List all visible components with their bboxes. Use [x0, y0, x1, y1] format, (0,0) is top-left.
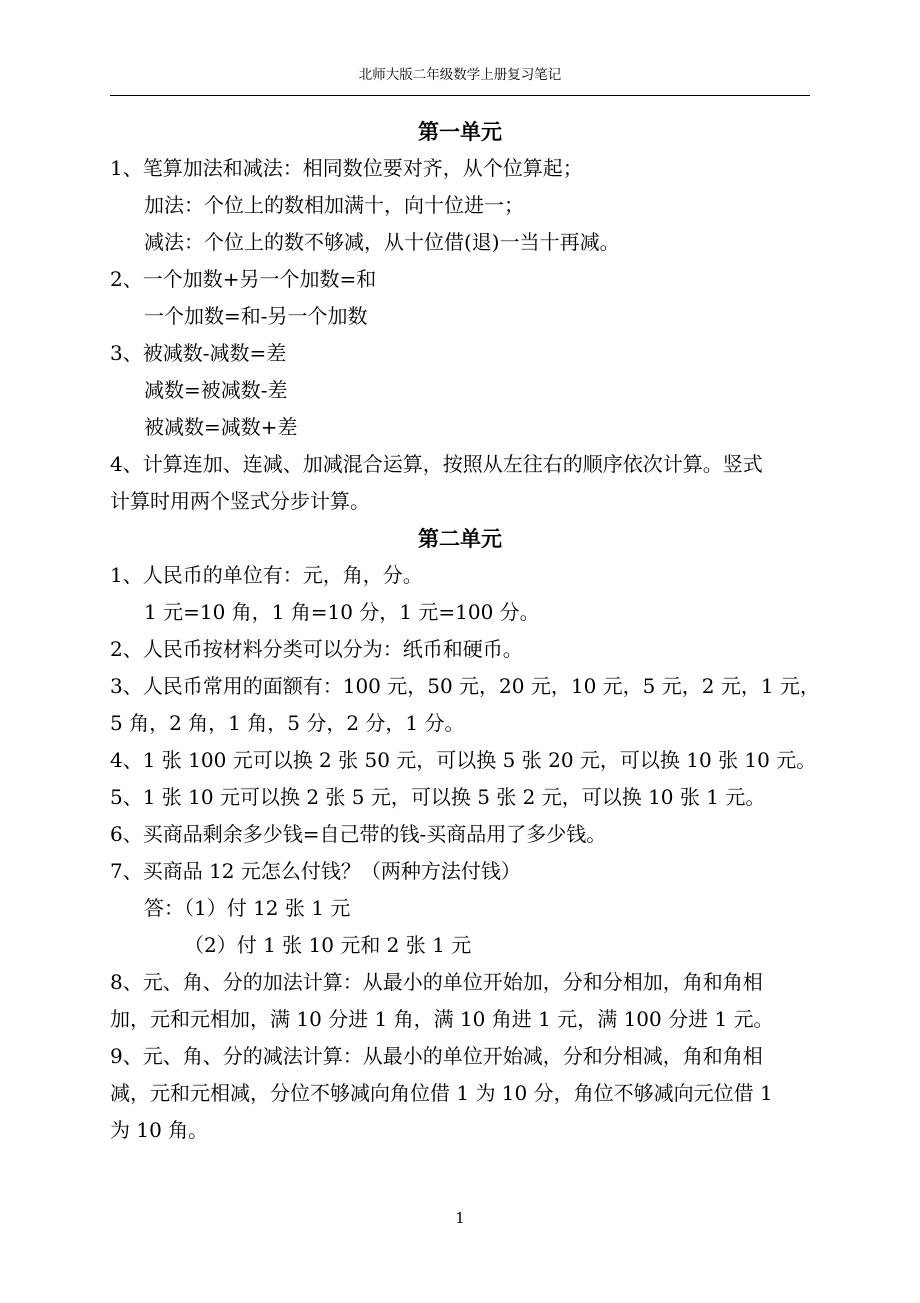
text-line: 2、人民币按材料分类可以分为：纸币和硬币。 [110, 637, 523, 661]
text-line: （2）付 1 张 10 元和 2 张 1 元 [184, 933, 472, 957]
text-line: 5、1 张 10 元可以换 2 张 5 元，可以换 5 张 2 元，可以换 10 张 1 元。 [110, 785, 766, 809]
text-line: 3、被减数-减数=差 [110, 341, 287, 365]
text-line: 答：（1）付 12 张 1 元 [144, 896, 351, 920]
text-line: 4、计算连加、连减、加减混合运算，按照从左往右的顺序依次计算。竖式 [110, 452, 763, 476]
text-line: 加，元和元相加，满 10 分进 1 角，满 10 角进 1 元，满 100 分进 1 元。 [110, 1007, 774, 1031]
text-line: 9、元、角、分的减法计算：从最小的单位开始减，分和分相减，角和角相 [110, 1044, 763, 1068]
text-line: 7、买商品 12 元怎么付钱？（两种方法付钱） [110, 859, 521, 883]
text-line: 减，元和元相减，分位不够减向角位借 1 为 10 分，角位不够减向元位借 1 [110, 1081, 773, 1105]
text-line: 为 10 角。 [110, 1118, 209, 1142]
text-line: 1、笔算加法和减法：相同数位要对齐，从个位算起； [110, 156, 583, 180]
text-line: 减数=被减数-差 [144, 378, 288, 402]
text-line: 6、买商品剩余多少钱=自己带的钱-买商品用了多少钱。 [110, 822, 607, 846]
text-line: 8、元、角、分的加法计算：从最小的单位开始加，分和分相加，角和角相 [110, 970, 763, 994]
text-line: 3、人民币常用的面额有：100 元，50 元，20 元，10 元，5 元，2 元，1 元， [110, 674, 820, 698]
document-body [110, 113, 820, 1149]
text-line: 2、一个加数+另一个加数=和 [110, 267, 377, 291]
unit-section [110, 113, 810, 520]
text-line: 计算时用两个竖式分步计算。 [110, 489, 370, 513]
text-line: 1、人民币的单位有：元，角，分。 [110, 563, 423, 587]
header-rule [110, 95, 810, 96]
unit-heading: 第二单元 [418, 526, 502, 551]
text-line: 5 角，2 角，1 角，5 分，2 分，1 分。 [110, 711, 465, 735]
page-number: 1 [455, 1209, 465, 1227]
text-line: 4、1 张 100 元可以换 2 张 50 元，可以换 5 张 20 元，可以换 10 张 10 元。 [110, 748, 817, 772]
text-line: 1 元=10 角，1 角=10 分，1 元=100 分。 [144, 600, 540, 624]
text-line: 减法：个位上的数不够减，从十位借(退)一当十再减。 [144, 230, 620, 254]
text-line: 被减数=减数+差 [144, 415, 298, 439]
unit-section [110, 520, 820, 1149]
running-header: 北师大版二年级数学上册复习笔记 [358, 67, 562, 83]
text-line: 一个加数=和-另一个加数 [144, 304, 368, 328]
text-line: 加法：个位上的数相加满十，向十位进一； [144, 193, 524, 217]
unit-heading: 第一单元 [418, 119, 502, 144]
